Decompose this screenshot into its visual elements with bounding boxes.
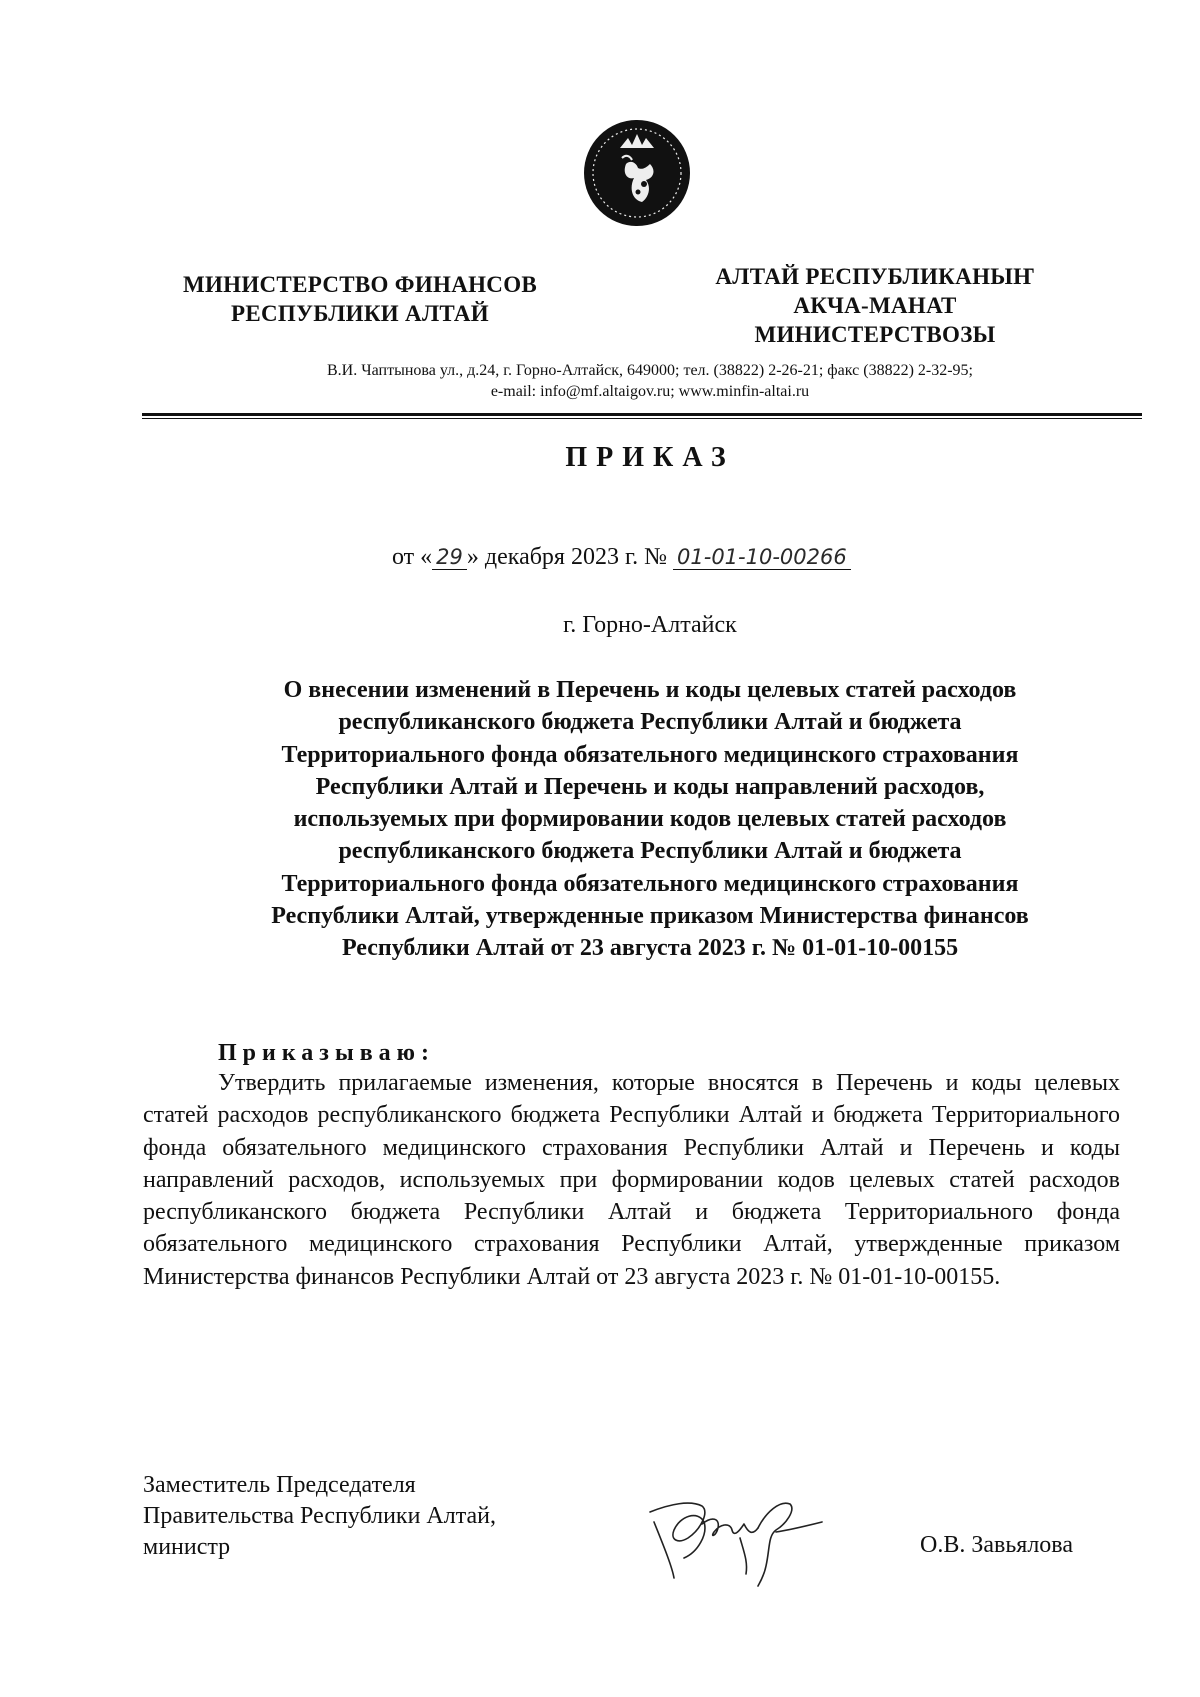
address-line-2: e-mail: info@mf.altaigov.ru; www.minfin-altai.ru: [490, 383, 810, 400]
title-line: Территориального фонда обязательного медицинского страхования: [281, 870, 1019, 897]
date-prefix: от «: [392, 544, 433, 570]
document-city: г. Горно-Алтайск: [563, 612, 737, 638]
document-type-title: ПРИКАЗ: [565, 442, 735, 473]
title-line: республиканского бюджета Республики Алтай и бюджета: [338, 709, 962, 736]
signatory-name: О.В. Завьялова: [920, 1532, 1073, 1558]
date-day-handwritten: 29: [432, 545, 467, 570]
ministry-name-ru-line2: РЕСПУБЛИКИ АЛТАЙ: [231, 301, 489, 326]
title-line: используемых при формировании кодов целевых статей расходов: [293, 806, 1007, 833]
handwritten-signature: [640, 1482, 860, 1592]
address-line-1: В.И. Чаптынова ул., д.24, г. Горно-Алтайск, 649000; тел. (38822) 2-26-21; факс (38822) 2-32-95;: [327, 362, 973, 379]
title-line: Территориального фонда обязательного медицинского страхования: [281, 741, 1019, 768]
document-title: [150, 674, 1150, 965]
signatory-position: [143, 1470, 496, 1563]
ministry-name-ru-line1: МИНИСТЕРСТВО ФИНАНСОВ: [182, 272, 538, 297]
header-divider-thin: [142, 418, 1142, 419]
order-body-text: Утвердить прилагаемые изменения, которые вносятся в Перечень и коды целевых статей расходов республиканского бюджета Республики Алтай и бюджета Территориального фонда обязательного медицинского страхования Республики Алтай и Перечень и коды направлений расходов, используемых при формировании кодов целевых статей расходов республиканского бюджета Республики Алтай и бюджета Территориального фонда обязательного медицинского страхования Республики Алтай, утвержденные приказом Министерства финансов Республики Алтай от 23 августа 2023 г. № 01-01-10-00155.: [143, 1070, 1120, 1290]
title-line: Республики Алтай и Перечень и коды направлений расходов,: [315, 773, 985, 800]
order-keyword: Приказываю:: [218, 1040, 435, 1066]
republic-of-altai-emblem-icon: [582, 118, 692, 228]
position-line-1: Заместитель Председателя: [143, 1472, 416, 1498]
position-line-3: министр: [143, 1534, 231, 1560]
ministry-name-alt-line1: АЛТАЙ РЕСПУБЛИКАНЫҤ: [715, 264, 1035, 289]
ministry-name-altai: [705, 262, 1045, 349]
title-line: О внесении изменений в Перечень и коды целевых статей расходов: [283, 677, 1017, 703]
title-line: Республики Алтай от 23 августа 2023 г. № 01-01-10-00155: [341, 935, 959, 962]
ministry-name-alt-line3: МИНИСТЕРСТВОЗЫ: [754, 322, 996, 347]
date-rest: » декабря 2023 г. №: [466, 544, 668, 570]
position-line-2: Правительства Республики Алтай,: [143, 1503, 497, 1529]
header-divider-thick: [142, 413, 1142, 416]
document-date-number: [392, 544, 851, 571]
document-number-handwritten: 01-01-10-00266: [673, 545, 851, 570]
title-line: республиканского бюджета Республики Алтай и бюджета: [338, 838, 962, 865]
title-line: Республики Алтай, утвержденные приказом Министерства финансов: [271, 903, 1029, 930]
ministry-address: [150, 360, 1150, 402]
ministry-name-russian: [150, 270, 570, 328]
ministry-name-alt-line2: АКЧА-МАНАТ: [793, 293, 957, 318]
